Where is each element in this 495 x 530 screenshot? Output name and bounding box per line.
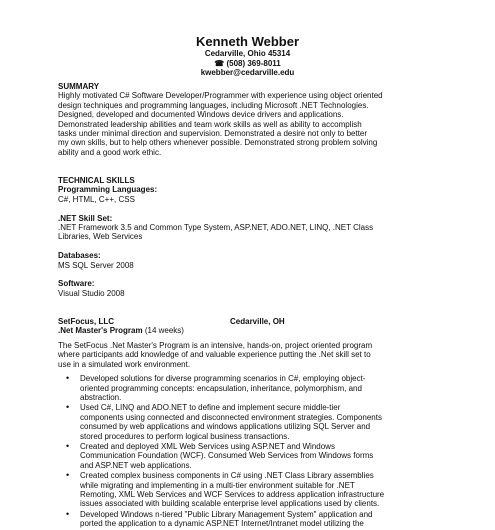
net-skillset-label: .NET Skill Set: — [58, 213, 113, 223]
list-item — [80, 471, 448, 509]
list-item-line: stored procedures to perform logical business transactions. — [80, 431, 290, 441]
resume-body — [58, 82, 448, 530]
net-skillset-line: Libraries, Web Services — [58, 232, 143, 242]
program-intro-line: where participants add knowledge of and valuable experience putting the .Net skill set to — [58, 350, 371, 360]
phone-line: ☎ (508) 369-8011 — [214, 58, 281, 68]
summary-line: Highly motivated C# Software Developer/Programmer with experience using object oriented — [58, 91, 383, 101]
list-item — [80, 374, 448, 402]
list-item-line: • Created complex business components in C# using .NET Class Library assemblies — [80, 471, 374, 481]
summary-line: my own skills, but to help others whenever possible. Demonstrated strong problem solving — [58, 138, 378, 148]
resume-header — [0, 34, 495, 78]
company-location: Cedarville, OH — [230, 317, 285, 327]
program-intro-line: use in a simulated work environment. — [58, 359, 191, 369]
list-item-line: oriented programming concepts: encapsulation, inheritance, polymorphism, and — [80, 383, 362, 393]
candidate-name: Kenneth Webber — [195, 34, 300, 49]
list-item-line: abstraction. — [80, 392, 122, 402]
program-intro-line: The SetFocus .Net Master's Program is an intensive, hands-on, project oriented program — [58, 340, 373, 350]
list-item-line: • Developed solutions for diverse programming scenarios in C#, employing object- — [80, 374, 366, 384]
list-item — [80, 442, 448, 470]
summary-line: Designed, developed and documented Windows device drivers and applications. — [58, 110, 344, 120]
experience-section — [58, 317, 448, 529]
skills-heading: TECHNICAL SKILLS — [58, 176, 135, 186]
programming-label: Programming Languages: — [58, 185, 158, 195]
list-item-line: • Created and deployed XML Web Services using ASP.NET and Windows — [80, 441, 335, 451]
address-line: Cedarville, Ohio 45314 — [204, 49, 291, 58]
company-row — [58, 317, 448, 326]
program-line — [58, 326, 448, 335]
list-item-line: issues associated with building scalable enterprise level applications used by clients. — [80, 499, 380, 509]
list-item — [80, 510, 448, 529]
list-item-line: • Developed Windows n-tiered "Public Library Management System" application and — [80, 509, 373, 519]
responsibilities-list — [58, 374, 448, 529]
list-item-line: components using connected and disconnected environment strategies. Components — [80, 412, 382, 422]
databases-value: MS SQL Server 2008 — [58, 260, 134, 270]
summary-line: Demonstrated leadership abilities and team work skills as well as ability to accomplish — [58, 119, 362, 129]
email-line: kwebber@cedarville.edu — [200, 68, 295, 78]
summary-line: ability and a good work ethic. — [58, 147, 162, 157]
list-item-line: and ASP.NET web applications. — [80, 460, 192, 470]
software-label: Software: — [58, 279, 95, 289]
list-item-line: consumed by web applications and windows applications utilizing SQL Server and — [80, 422, 371, 432]
list-item-line: Communication Foundation (WCF). Consumed Web Services from Windows forms — [80, 451, 374, 461]
program-title: .Net Master's Program — [58, 326, 143, 336]
summary-heading: SUMMARY — [58, 82, 100, 91]
summary-section — [58, 82, 448, 157]
summary-line: tasks under minimal direction and supervision. Demonstrated a desire not only to better — [58, 129, 368, 139]
software-value: Visual Studio 2008 — [58, 288, 125, 298]
list-item-line: Remoting, XML Web Services and WCF Services to address application infrastructure — [80, 489, 385, 499]
programming-value: C#, HTML, C++, CSS — [58, 194, 135, 204]
databases-label: Databases: — [58, 251, 101, 261]
list-item-line: ported the application to a dynamic ASP.NET Internet/Intranet model utilizing the — [80, 519, 364, 529]
summary-line: design techniques and programming languages, including Microsoft .NET Technologies. — [58, 100, 369, 110]
company-name: SetFocus, LLC — [58, 317, 115, 327]
list-item-line: • Used C#, LINQ and ADO.NET to define and implement secure middle-tier — [80, 403, 341, 413]
list-item-line: while migrating and implementing in a multi-tier environment suitable for .NET — [80, 480, 355, 490]
program-duration: (14 weeks) — [142, 326, 184, 336]
net-skillset-line: .NET Framework 3.5 and Common Type System, ASP.NET, ADO.NET, LINQ, .NET Class — [58, 223, 374, 233]
skills-section — [58, 176, 448, 298]
list-item — [80, 403, 448, 441]
